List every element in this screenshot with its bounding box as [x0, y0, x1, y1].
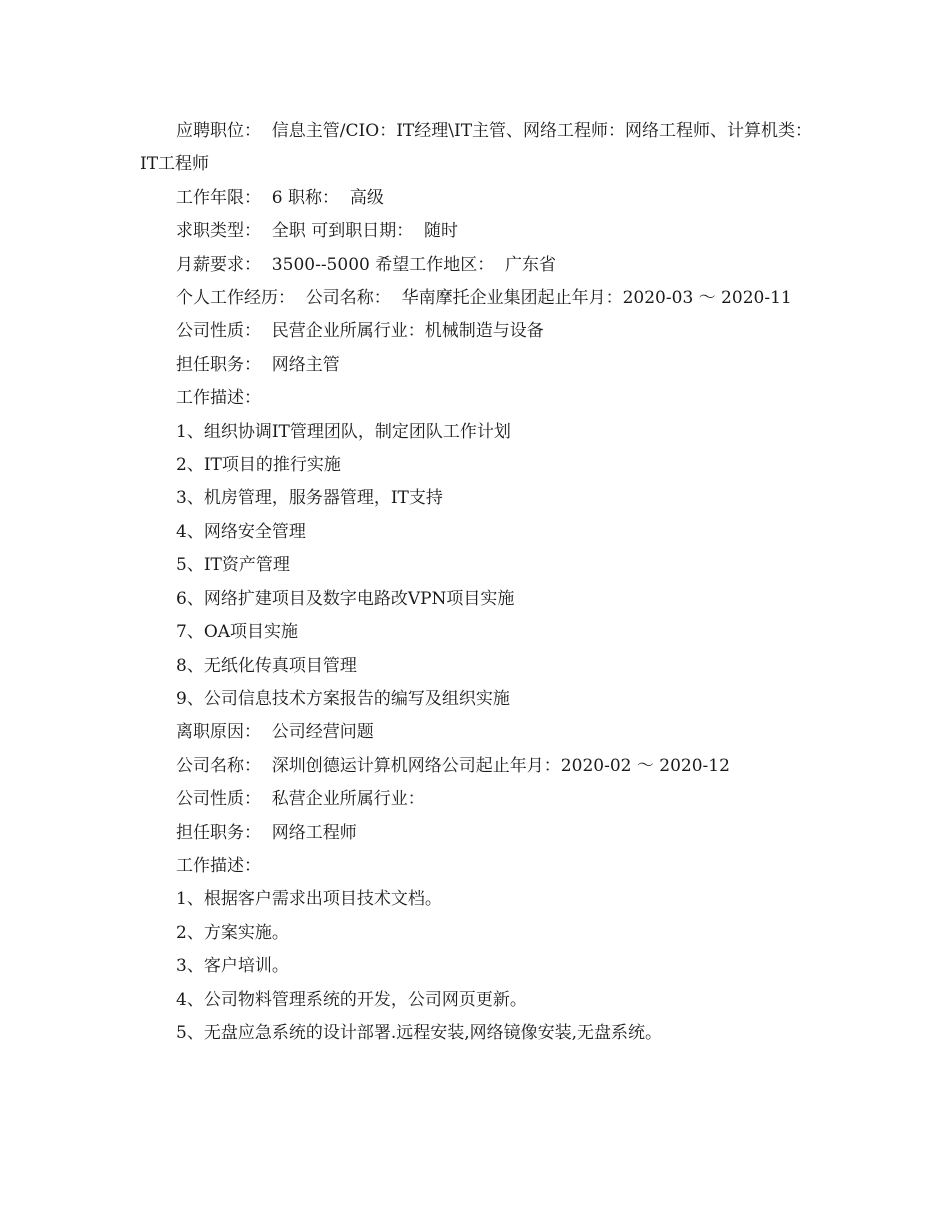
duty-item: 5、无盘应急系统的设计部署.远程安装,网络镜像安装,无盘系统。 [176, 1022, 663, 1043]
duty-item: 1、根据客户需求出项目技术文档。 [176, 889, 442, 910]
position-applied: 应聘职位： 信息主管/CIO：IT经理\IT主管、网络工程师：网络工程师、计算机类：IT工程师 [140, 121, 813, 175]
duty-item: 1、组织协调IT管理团队，制定团队工作计划 [176, 421, 511, 442]
job-description-heading-2: 工作描述： [176, 855, 261, 876]
reason-for-leaving: 离职原因： 公司经营问题 [176, 722, 374, 743]
duty-item: 2、方案实施。 [176, 922, 289, 943]
job-type: 求职类型： 全职 可到职日期： 随时 [176, 221, 459, 242]
duty-item: 4、网络安全管理 [176, 521, 306, 542]
company-nature-1: 公司性质： 民营企业所属行业：机械制造与设备 [176, 321, 544, 342]
resume-document [140, 115, 815, 1050]
work-experience-company-2: 公司名称： 深圳创德运计算机网络公司起止年月：2020-02 ～ 2020-12 [176, 755, 730, 776]
duty-item: 3、机房管理，服务器管理，IT支持 [176, 488, 443, 509]
duty-item: 9、公司信息技术方案报告的编写及组织实施 [176, 688, 510, 709]
position-held-2: 担任职务： 网络工程师 [176, 822, 357, 843]
duty-item: 4、公司物料管理系统的开发，公司网页更新。 [176, 989, 527, 1010]
company-nature-2: 公司性质： 私营企业所属行业： [176, 789, 425, 810]
job-description-heading-1: 工作描述： [176, 388, 261, 409]
work-years: 工作年限： 6 职称： 高级 [176, 187, 384, 208]
position-held-1: 担任职务： 网络主管 [176, 354, 340, 375]
duty-item: 8、无纸化传真项目管理 [176, 655, 357, 676]
salary-requirement: 月薪要求： 3500--5000 希望工作地区： 广东省 [176, 254, 557, 275]
duty-item: 7、OA项目实施 [176, 622, 299, 643]
work-experience-company-1: 个人工作经历： 公司名称： 华南摩托企业集团起止年月：2020-03 ～ 2020-11 [176, 288, 792, 309]
duty-item: 5、IT资产管理 [176, 555, 290, 576]
duty-item: 2、IT项目的推行实施 [176, 455, 341, 476]
duty-item: 3、客户培训。 [176, 956, 289, 977]
duty-item: 6、网络扩建项目及数字电路改VPN项目实施 [176, 588, 515, 609]
